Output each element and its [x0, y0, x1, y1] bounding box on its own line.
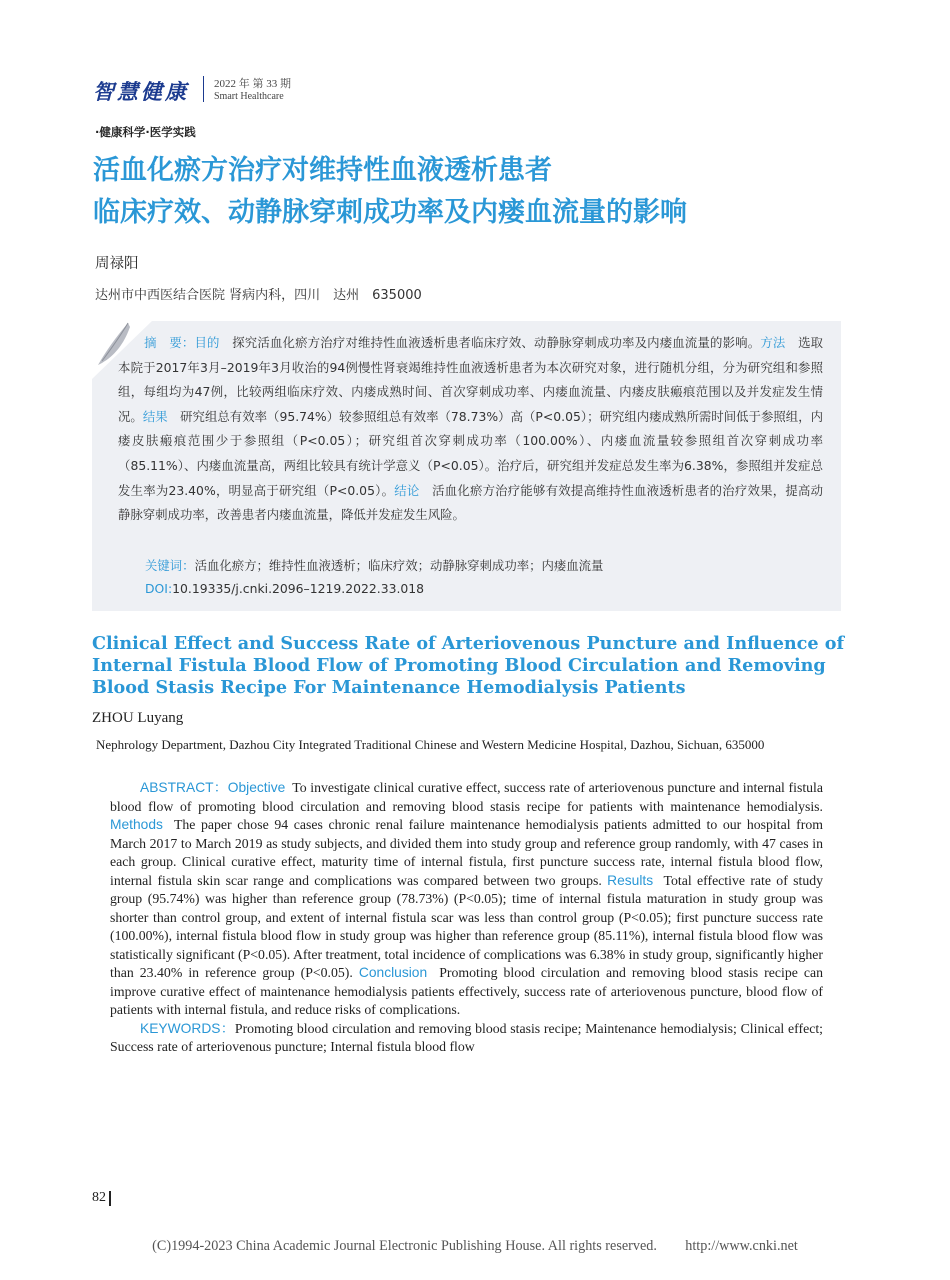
doi-label: DOI:: [145, 581, 173, 596]
objective-cn: 探究活血化瘀方治疗对维持性血液透析患者临床疗效、动静脉穿刺成功率及内瘘血流量的影响。: [232, 335, 761, 350]
methods-en-label: Methods: [110, 817, 163, 832]
conclusion-cn: 活血化瘀方治疗能够有效提高维持性血液透析患者的治疗效果，提高动静脉穿刺成功率，改善患者内瘘血流量，降低并发症发生风险。: [118, 482, 824, 523]
keywords-en: Promoting blood circulation and removing blood stasis recipe; Maintenance hemodialysis; Clinical effect; Success rate of arteriovenous puncture; Internal fistula blood flow: [110, 1020, 823, 1054]
issue-label: 2022 年 第 33 期: [214, 78, 291, 90]
conclusion-en: Promoting blood circulation and removing blood stasis recipe can improve curative effect of maintenance hemodialysis patients effectively, success rate of arteriovenous puncture, blood flow of patients with internal fistula, and reduce risks of complications.: [110, 965, 824, 1017]
affiliation-cn: 达州市中西医结合医院 肾病内科，四川 达州 635000: [95, 288, 422, 303]
keywords-cn: [145, 556, 603, 574]
abstract-cn-label: 摘 要：: [144, 335, 195, 350]
title-en: Clinical Effect and Success Rate of Arteriovenous Puncture and Influence of Internal Fistula Blood Flow of Promoting Blood Circulation and Removing Blood Stasis Recipe For Maintenance Hemodialysis Patients: [92, 633, 845, 698]
results-en-label: Results: [607, 872, 654, 888]
abstract-en-label: ABSTRACT：: [140, 780, 228, 795]
abstract-en: [110, 779, 823, 1057]
results-en: Total effective rate of study group (95.74%) was higher than reference group (78.73%) (P<0.05); time of internal fistula maturation in study group was shorter than control group, and extent of internal fistula scar was less than control group (P<0.05); first puncture success rate (100.00%), internal fistula blood flow in study group was higher than reference group (85.11%), internal fistula blood flow was statistically significant (P<0.05). After treatment, total incidence of complications was 6.38% in study group, significantly higher than 23.40% in reference group (P<0.05).: [110, 872, 824, 980]
page-number-bar: [109, 1191, 111, 1206]
title-cn-line2: 临床疗效、动静脉穿刺成功率及内瘘血流量的影响: [93, 197, 687, 228]
author-en: ZHOU Luyang: [92, 710, 184, 726]
results-cn: 研究组总有效率（95.74%）较参照组总有效率（78.73%）高（P<0.05）；研究组内瘘成熟所需时间低于参照组，内瘘皮肤瘢痕范围少于参照组（P<0.05）；研究组首次穿刺成功率（100.00%）、内瘘血流量较参照组首次穿刺成功率（85.11%）、内瘘血流量高，两组比较具有统计学意义（P<0.05）。治疗后，研究组并发症总发生率为6.38%，参照组并发症总发生率为23.40%，明显高于研究组（P<0.05）。: [118, 408, 824, 498]
affiliation-en: Nephrology Department, Dazhou City Integrated Traditional Chinese and Western Medicine Hospital, Dazhou, Sichuan, 635000: [96, 737, 765, 752]
conclusion-en-label: Conclusion: [358, 965, 428, 980]
methods-en: The paper chose 94 cases chronic renal failure maintenance hemodialysis patients admitted to our hospital from March 2017 to March 2019 as study subjects, and divided them into study group and reference group randomly, with 47 cases in each group. Clinical curative effect, maturity time of internal fistula, first puncture success rate, internal fistula blood flow, internal fistula skin scar range and complications was compared between two groups.: [110, 817, 824, 888]
methods-cn-label: 方法: [760, 335, 786, 350]
keywords-cn-text: 活血化瘀方；维持性血液透析；临床疗效；动静脉穿刺成功率；内瘘血流量: [194, 558, 604, 573]
journal-logo: 智慧健康: [93, 79, 189, 104]
title-cn-line1: 活血化瘀方治疗对维持性血液透析患者: [93, 155, 552, 186]
keywords-en-label: KEYWORDS：: [140, 1020, 235, 1036]
abstract-cn: [118, 331, 823, 528]
methods-cn: 选取本院于2017年3月–2019年3月收治的94例慢性肾衰竭维持性血液透析患者为本次研究对象，进行随机分组，分为研究组和参照组，每组均为47例，比较两组临床疗效、内瘘成熟时间、首次穿刺成功率、内瘘血流量、内瘘皮肤瘢痕范围以及并发症发生情况。: [118, 335, 824, 424]
author-cn: 周禄阳: [95, 256, 139, 272]
header-divider: [203, 76, 204, 102]
copyright-footer: (C)1994-2023 China Academic Journal Electronic Publishing House. All rights reserved. http://www.cnki.net: [152, 1238, 798, 1254]
objective-en: To investigate clinical curative effect, success rate of arteriovenous puncture and internal fistula blood flow of promoting blood circulation and removing blood stasis recipe for patients with maintenance hemodialysis.: [110, 780, 824, 814]
objective-cn-label: 目的: [194, 335, 220, 350]
conclusion-cn-label: 结论: [394, 482, 420, 498]
keywords-cn-label: 关键词：: [145, 558, 195, 573]
results-cn-label: 结果: [142, 408, 168, 424]
doi: [145, 581, 424, 596]
section-label: ·健康科学·医学实践: [95, 125, 196, 139]
journal-name-en: Smart Healthcare: [214, 91, 284, 102]
page-number: 82: [92, 1190, 106, 1205]
doi-value: 10.19335/j.cnki.2096–1219.2022.33.018: [172, 581, 425, 596]
objective-en-label: Objective: [227, 780, 286, 795]
title-cn: [93, 150, 883, 234]
